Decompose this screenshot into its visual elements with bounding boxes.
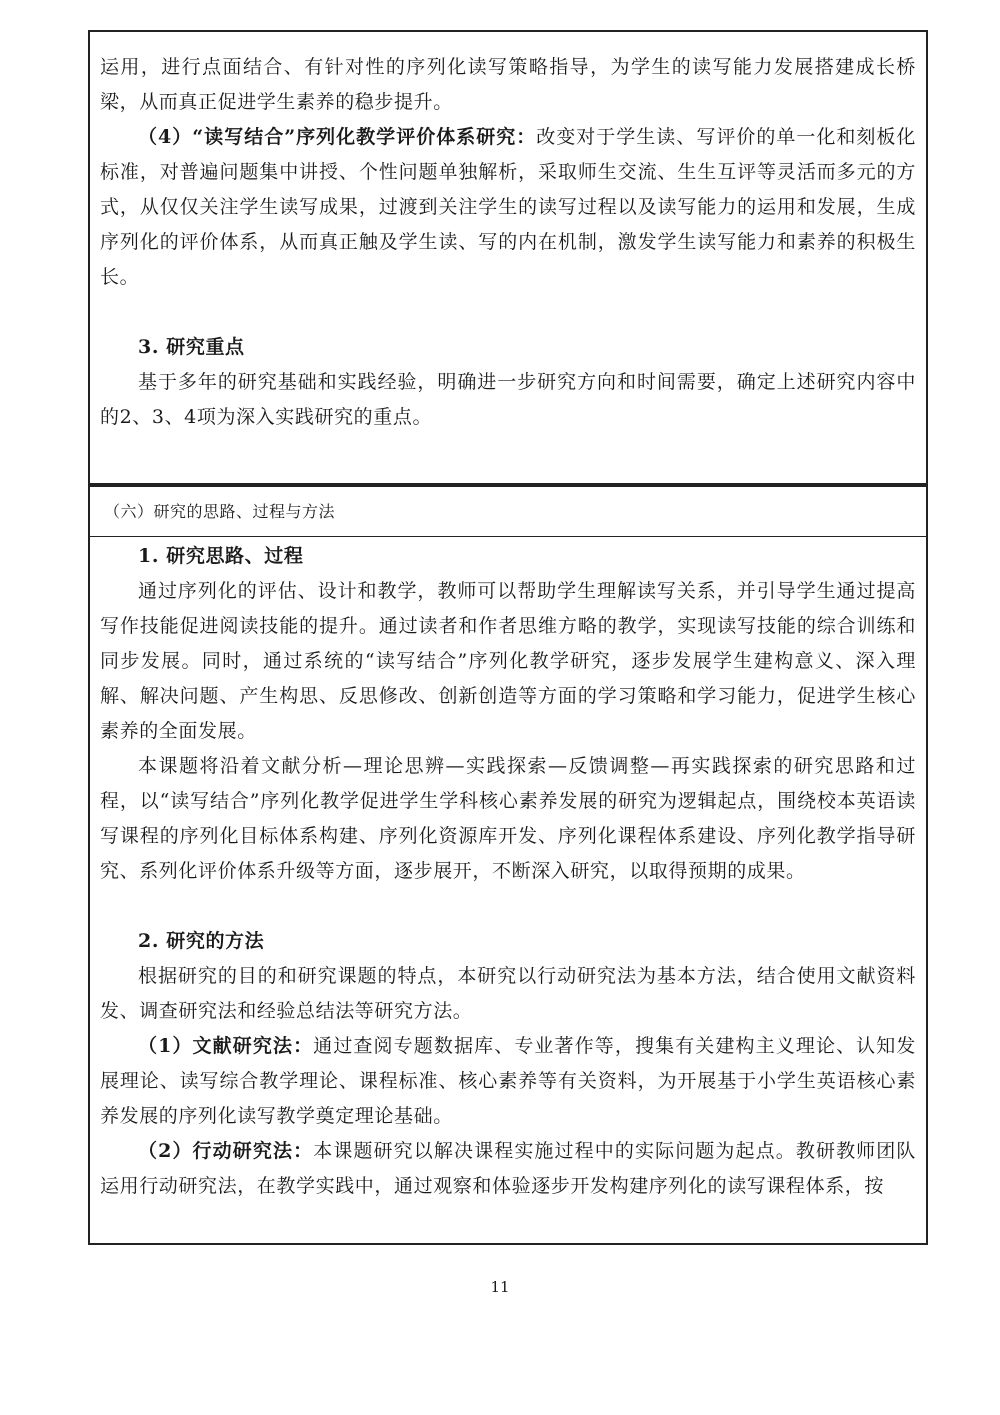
section-top-body	[100, 50, 916, 435]
section-header: （六）研究的思路、过程与方法	[90, 487, 926, 537]
method-2-text: 本课题研究以解决课程实施过程中的实际问题为起点。教研教师团队运用行动研究法，在教学实践中，通过观察和体验逐步开发构建序列化的读写课程体系，按	[100, 1140, 916, 1197]
paragraph-method-2	[100, 1134, 916, 1204]
section-six-body	[100, 539, 916, 1204]
paragraph-method-1	[100, 1029, 916, 1134]
heading-research-focus: 3. 研究重点	[138, 336, 245, 358]
heading-research-methods: 2. 研究的方法	[138, 930, 265, 952]
paragraph-item-4	[100, 120, 916, 295]
paragraph: 运用，进行点面结合、有针对性的序列化读写策略指导，为学生的读写能力发展搭建成长桥梁，从而真正促进学生素养的稳步提升。	[100, 56, 916, 113]
paragraph: 通过序列化的评估、设计和教学，教师可以帮助学生理解读写关系，并引导学生通过提高写作技能促进阅读技能的提升。通过读者和作者思维方略的教学，实现读写技能的综合训练和同步发展。同时，通过系统的“读写结合”序列化教学研究，逐步发展学生建构意义、深入理解、解决问题、产生构思、反思修改、创新创造等方面的学习策略和学习能力，促进学生核心素养的全面发展。	[100, 580, 916, 742]
page-number: 11	[490, 1278, 510, 1296]
content-section-six	[88, 485, 928, 1245]
method-1-label: （1）文献研究法：	[138, 1035, 314, 1057]
content-section-top	[88, 30, 928, 485]
paragraph: 本课题将沿着文献分析—理论思辨—实践探索—反馈调整—再实践探索的研究思路和过程，以“读写结合”序列化教学促进学生学科核心素养发展的研究为逻辑起点，围绕校本英语读写课程的序列化目标体系构建、序列化资源库开发、序列化课程体系建设、序列化教学指导研究、系列化评价体系升级等方面，逐步展开，不断深入研究，以取得预期的成果。	[100, 755, 916, 882]
paragraph: 基于多年的研究基础和实践经验，明确进一步研究方向和时间需要，确定上述研究内容中的2、3、4项为深入实践研究的重点。	[100, 371, 916, 428]
method-2-label: （2）行动研究法：	[138, 1140, 314, 1162]
item-4-text: 改变对于学生读、写评价的单一化和刻板化标准，对普遍问题集中讲授、个性问题单独解析，采取师生交流、生生互评等灵活而多元的方式，从仅仅关注学生读写成果，过渡到关注学生的读写过程以及读写能力的运用和发展，生成序列化的评价体系，从而真正触及学生读、写的内在机制，激发学生读写能力和素养的积极生长。	[100, 126, 916, 288]
item-4-label: （4）“读写结合”序列化教学评价体系研究：	[138, 126, 537, 148]
method-1-text: 通过查阅专题数据库、专业著作等，搜集有关建构主义理论、认知发展理论、读写综合教学理论、课程标准、核心素养等有关资料，为开展基于小学生英语核心素养发展的序列化读写教学奠定理论基础。	[100, 1035, 916, 1127]
paragraph: 根据研究的目的和研究课题的特点，本研究以行动研究法为基本方法，结合使用文献资料发、调查研究法和经验总结法等研究方法。	[100, 965, 916, 1022]
heading-research-approach: 1. 研究思路、过程	[138, 545, 304, 567]
